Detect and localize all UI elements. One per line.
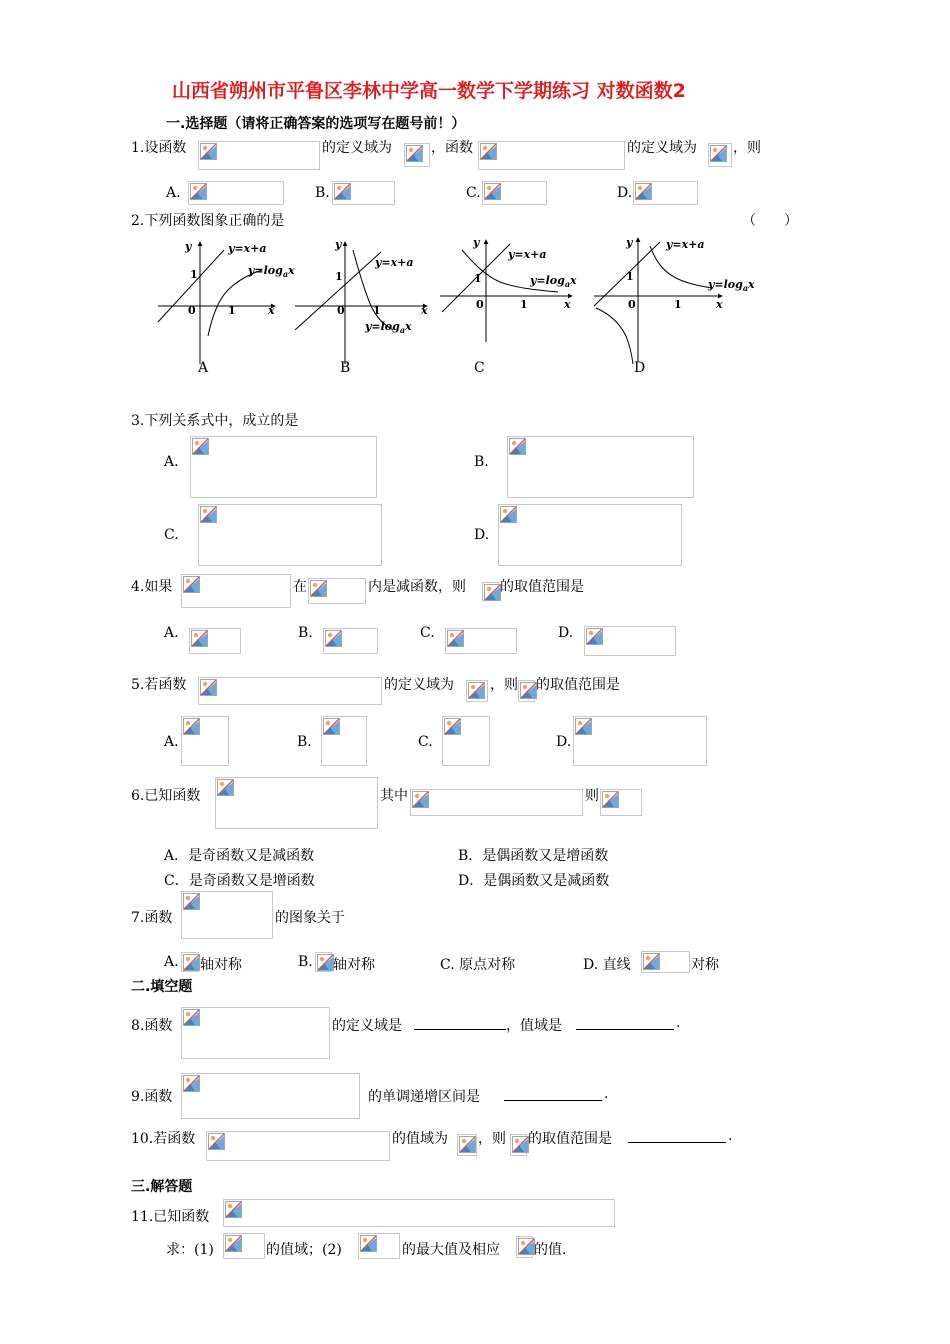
q11-text-e: 的值. — [534, 1242, 567, 1258]
image-placeholder-icon — [323, 718, 340, 735]
formula-image — [633, 181, 698, 205]
image-placeholder-icon — [412, 791, 429, 808]
section-heading-solve: 三.解答题 — [131, 1179, 193, 1195]
q1-text-a: 1.设函数 — [131, 140, 187, 156]
q4-text-d: 的取值范围是 — [500, 579, 584, 595]
graph-axis-y: y — [626, 236, 633, 249]
graph-label-zero: 0 — [337, 304, 345, 317]
image-placeholder-icon — [520, 682, 537, 699]
formula-image — [498, 504, 682, 566]
q4-option-b: B. — [298, 625, 313, 641]
image-placeholder-icon — [509, 438, 526, 455]
graph-label-log: y=log — [530, 274, 565, 287]
image-placeholder-icon — [325, 630, 342, 647]
q7-option-b-tail: 轴对称 — [333, 957, 375, 973]
q10-text-e: . — [728, 1128, 733, 1144]
formula-image — [315, 952, 332, 972]
formula-image — [600, 789, 642, 816]
formula-image — [358, 1233, 400, 1259]
image-placeholder-icon — [200, 143, 217, 160]
q1-text-b: 的定义域为 — [322, 140, 392, 156]
q2-label-a: A — [198, 360, 209, 376]
formula-image — [181, 716, 229, 766]
image-placeholder-icon — [217, 779, 234, 796]
q1-option-d: D. — [617, 185, 633, 201]
formula-image — [323, 628, 378, 654]
formula-image — [308, 578, 366, 604]
formula-image — [181, 574, 291, 608]
q5-text-b: 的定义域为 — [384, 677, 454, 693]
q7-option-d: D. 直线 — [583, 957, 631, 973]
graph-b — [295, 238, 428, 364]
image-placeholder-icon — [183, 576, 200, 593]
graph-axis-x: x — [716, 298, 723, 311]
formula-image — [198, 677, 382, 705]
q4-option-d: D. — [558, 625, 574, 641]
graph-label-log-var: x — [748, 278, 755, 291]
q3-option-c: C. — [164, 527, 179, 543]
q9-text-b: 的单调递增区间是 — [368, 1089, 480, 1105]
formula-image — [181, 891, 273, 939]
graph-label-log: y=log — [708, 278, 743, 291]
image-placeholder-icon — [183, 1075, 200, 1092]
graph-label-one: 1 — [474, 272, 482, 285]
formula-image — [445, 628, 517, 654]
formula-image — [215, 777, 378, 829]
formula-image — [478, 141, 625, 170]
graph-c — [440, 236, 577, 342]
formula-image — [518, 680, 535, 702]
graph-label-log-var: x — [405, 320, 412, 333]
formula-image — [457, 1134, 477, 1156]
formula-image — [410, 789, 583, 816]
image-placeholder-icon — [459, 1136, 476, 1153]
image-placeholder-icon — [480, 143, 497, 160]
q10-text-a: 10.若函数 — [131, 1131, 196, 1147]
svg-text:y=logax — [529, 274, 577, 289]
q9-text-c: . — [604, 1086, 609, 1102]
formula-image — [404, 143, 430, 167]
graph-label-line: y=x+a — [508, 248, 547, 261]
formula-image — [510, 1134, 527, 1156]
graph-label-zero: 0 — [476, 298, 484, 311]
q4-text-b: 在 — [293, 579, 307, 595]
image-placeholder-icon — [710, 145, 727, 162]
formula-image — [181, 952, 199, 972]
image-placeholder-icon — [183, 893, 200, 910]
q8-text-b: 的定义域是 — [332, 1018, 402, 1034]
image-placeholder-icon — [190, 183, 207, 200]
formula-image — [198, 141, 320, 170]
image-placeholder-icon — [200, 506, 217, 523]
image-placeholder-icon — [512, 1136, 529, 1153]
q2-text: 2.下列函数图象正确的是 — [131, 213, 285, 229]
q11-text-b: 求：(1) — [166, 1242, 214, 1258]
q1-option-b: B. — [315, 185, 330, 201]
q6-text-a: 6.已知函数 — [131, 788, 201, 804]
image-placeholder-icon — [518, 1238, 535, 1255]
q5-option-a: A. — [164, 734, 179, 750]
graph-axis-x: x — [421, 304, 428, 317]
image-placeholder-icon — [447, 630, 464, 647]
image-placeholder-icon — [317, 954, 334, 971]
image-placeholder-icon — [468, 682, 485, 699]
formula-image — [584, 626, 676, 656]
q7-text-b: 的图象关于 — [275, 910, 345, 926]
image-placeholder-icon — [500, 506, 517, 523]
graph-label-line: y=x+a — [228, 242, 267, 255]
formula-image — [482, 582, 499, 601]
answer-blank[interactable] — [628, 1128, 726, 1147]
q4-text-c: 内是减函数，则 — [368, 579, 466, 595]
q4-option-c: C. — [420, 625, 435, 641]
formula-image — [321, 716, 367, 766]
graph-label-one: 1 — [674, 298, 682, 311]
q2-label-d: D — [634, 360, 646, 376]
q7-option-a-tail: 轴对称 — [200, 957, 242, 973]
q8-text-d: . — [676, 1015, 681, 1031]
formula-image — [223, 1233, 265, 1259]
formula-image — [641, 951, 690, 973]
q1-option-a: A. — [166, 185, 181, 201]
q3-option-a: A. — [164, 454, 179, 470]
q11-text-c: 的值域；(2) — [266, 1242, 342, 1258]
svg-text:y=logax — [364, 320, 412, 335]
image-placeholder-icon — [183, 954, 200, 971]
formula-image — [516, 1236, 533, 1258]
formula-image — [189, 628, 241, 654]
formula-image — [573, 716, 707, 766]
formula-image — [223, 1199, 615, 1227]
image-placeholder-icon — [586, 628, 603, 645]
image-placeholder-icon — [310, 580, 327, 597]
q3-option-b: B. — [474, 454, 489, 470]
formula-image — [466, 680, 488, 702]
q10-text-b: 的值域为 — [392, 1131, 448, 1147]
q10-text-c: ，则 — [478, 1131, 506, 1147]
image-placeholder-icon — [406, 145, 423, 162]
graph-d — [594, 236, 755, 364]
formula-image — [188, 181, 284, 205]
q5-text-c: ，则 — [490, 677, 518, 693]
q2-label-b: B — [340, 360, 351, 376]
q7-option-d-tail: 对称 — [691, 957, 719, 973]
q5-option-d: D. — [556, 734, 572, 750]
graph-label-one: 1 — [228, 304, 236, 317]
graph-label-one: 1 — [190, 268, 198, 281]
formula-image — [181, 1073, 360, 1119]
graph-label-log-sub: a — [564, 279, 571, 289]
q8-text-c: ，值域是 — [506, 1018, 562, 1034]
q8-text-a: 8.函数 — [131, 1018, 173, 1034]
q7-option-a: A. — [164, 954, 179, 970]
graph-axis-y: y — [185, 240, 192, 253]
graph-axis-y: y — [335, 238, 342, 251]
q5-option-b: B. — [297, 734, 312, 750]
image-placeholder-icon — [200, 679, 217, 696]
q2-answer-paren: （ ） — [742, 213, 798, 229]
graph-a — [158, 240, 295, 364]
q3-option-d: D. — [474, 527, 490, 543]
graph-label-zero: 0 — [188, 304, 196, 317]
image-placeholder-icon — [643, 953, 660, 970]
section-heading-fill: 二.填空题 — [131, 979, 193, 995]
q9-text-a: 9.函数 — [131, 1089, 173, 1105]
q6-option-b: B．是偶函数又是增函数 — [458, 848, 609, 864]
section-heading-choice: 一.选择题（请将正确答案的选项写在题号前！） — [166, 116, 466, 132]
q6-option-d: D．是偶函数又是减函数 — [458, 873, 610, 889]
q6-text-b: 其中 — [380, 788, 408, 804]
graph-label-one: 1 — [626, 270, 634, 283]
q3-text: 3.下列关系式中，成立的是 — [131, 413, 299, 429]
q5-text-d: 的取值范围是 — [536, 677, 620, 693]
formula-image — [442, 716, 490, 766]
graph-label-one: 1 — [520, 298, 528, 311]
image-placeholder-icon — [334, 183, 351, 200]
q6-option-c: C．是奇函数又是增函数 — [164, 873, 315, 889]
graph-label-log-sub: a — [399, 325, 406, 335]
formula-image — [482, 181, 547, 205]
graph-axis-x: x — [268, 304, 275, 317]
image-placeholder-icon — [225, 1235, 242, 1252]
q1-text-d: 的定义域为 — [627, 140, 697, 156]
graph-label-one: 1 — [373, 304, 381, 317]
answer-blank[interactable] — [576, 1015, 674, 1034]
graph-axis-y: y — [473, 236, 480, 249]
page-title: 山西省朔州市平鲁区李林中学高一数学下学期练习 对数函数2 — [172, 80, 686, 102]
image-placeholder-icon — [183, 1009, 200, 1026]
formula-image — [708, 143, 732, 167]
q11-text-d: 的最大值及相应 — [402, 1242, 500, 1258]
q7-text-a: 7.函数 — [131, 910, 173, 926]
q2-label-c: C — [474, 360, 485, 376]
image-placeholder-icon — [484, 183, 501, 200]
q7-option-c: C. 原点对称 — [440, 957, 516, 973]
graph-label-line: y=x+a — [666, 238, 705, 251]
q5-text-a: 5.若函数 — [131, 677, 187, 693]
image-placeholder-icon — [191, 630, 208, 647]
q1-text-e: ，则 — [733, 140, 761, 156]
q4-text-a: 4.如果 — [131, 579, 173, 595]
q10-text-d: 的取值范围是 — [528, 1131, 612, 1147]
formula-image — [190, 436, 377, 498]
q6-option-a: A．是奇函数又是减函数 — [164, 848, 315, 864]
q4-option-a: A. — [164, 625, 179, 641]
svg-text:y=logax — [707, 278, 755, 293]
q1-option-c: C. — [466, 185, 481, 201]
q5-option-c: C. — [418, 734, 433, 750]
image-placeholder-icon — [192, 438, 209, 455]
graph-label-log: y=log — [248, 264, 283, 277]
q2-graphs — [150, 232, 760, 372]
image-placeholder-icon — [444, 718, 461, 735]
image-placeholder-icon — [183, 718, 200, 735]
graph-label-log: y=log — [365, 320, 400, 333]
image-placeholder-icon — [602, 791, 619, 808]
answer-blank[interactable] — [504, 1086, 602, 1105]
image-placeholder-icon — [208, 1133, 225, 1150]
answer-blank[interactable] — [414, 1015, 506, 1034]
image-placeholder-icon — [635, 183, 652, 200]
q11-text-a: 11.已知函数 — [131, 1209, 210, 1225]
formula-image — [507, 436, 694, 498]
graph-label-one: 1 — [335, 270, 343, 283]
image-placeholder-icon — [225, 1201, 242, 1218]
q7-option-b: B. — [298, 954, 313, 970]
formula-image — [332, 181, 395, 205]
q1-text-c: ，函数 — [431, 140, 473, 156]
graph-label-log-sub: a — [742, 283, 749, 293]
q6-text-c: 则 — [585, 788, 599, 804]
image-placeholder-icon — [484, 584, 501, 601]
graph-label-log-var: x — [288, 264, 295, 277]
image-placeholder-icon — [360, 1235, 377, 1252]
formula-image — [206, 1131, 390, 1161]
graph-label-log-var: x — [570, 274, 577, 287]
graph-label-log-sub: a — [282, 269, 289, 279]
graph-label-zero: 0 — [628, 298, 636, 311]
image-placeholder-icon — [575, 718, 592, 735]
graph-label-line: y=x+a — [375, 256, 414, 269]
formula-image — [198, 504, 382, 566]
graph-axis-x: x — [564, 298, 571, 311]
formula-image — [181, 1007, 330, 1059]
svg-text:y=logax — [247, 264, 295, 279]
